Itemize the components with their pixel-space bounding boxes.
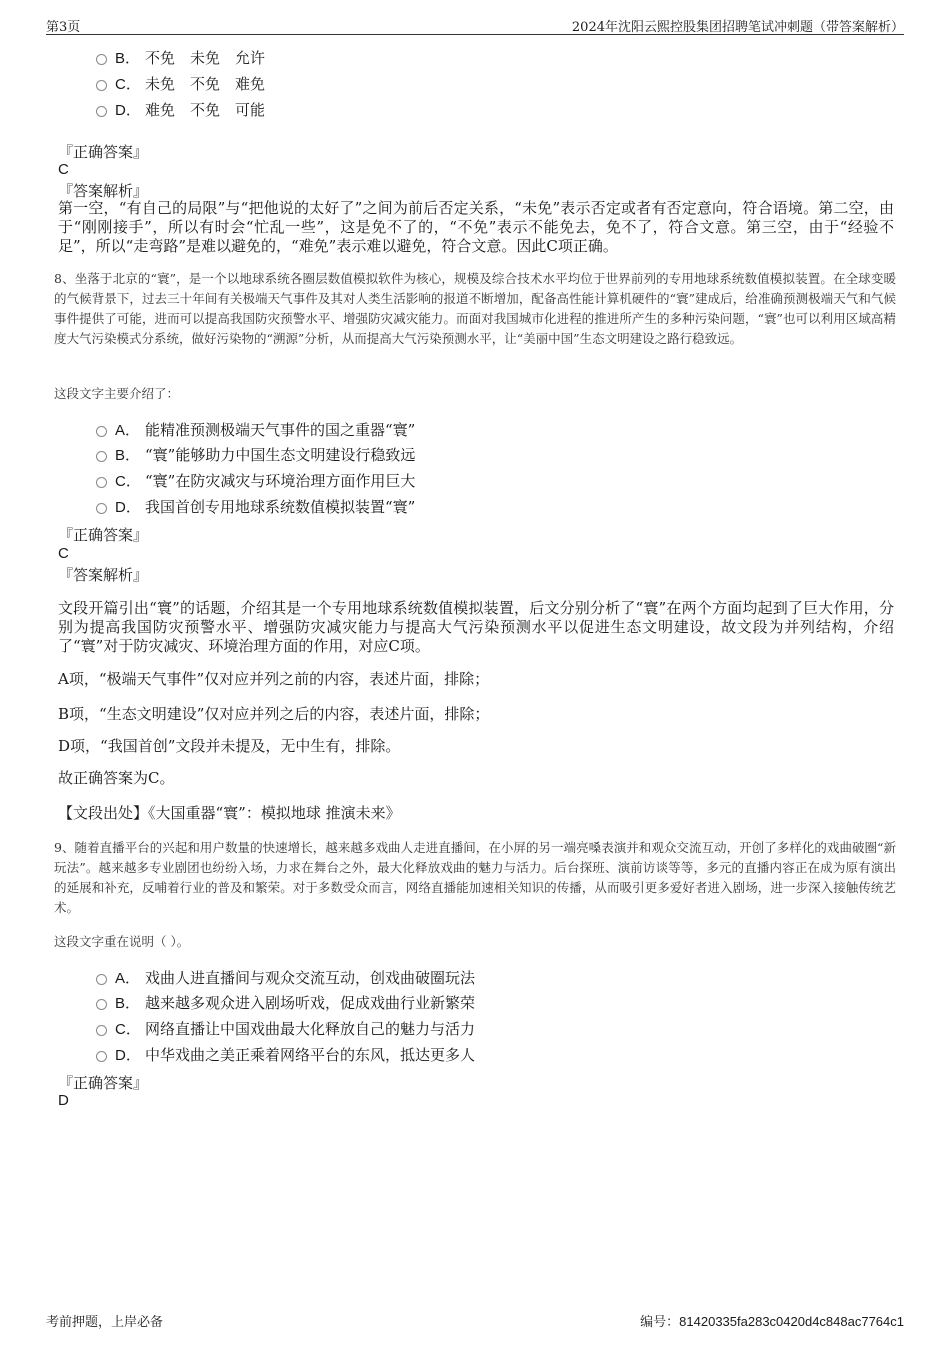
q8-analysis-para: D项，“我国首创”文段并未提及，无中生有，排除。 (58, 737, 401, 755)
q9-option-d[interactable]: D． 中华戏曲之美正乘着网络平台的东风，抵达更多人 (96, 1043, 475, 1067)
q9-option-c[interactable]: C． 网络直播让中国戏曲最大化释放自己的魅力与活力 (96, 1017, 475, 1041)
q7-option-b[interactable]: B． 不免 未免 允许 (96, 46, 265, 70)
radio-circle-icon[interactable] (96, 80, 107, 91)
q9-answer: D (58, 1092, 69, 1109)
q8-answer: C (58, 545, 69, 562)
q8-option-b[interactable]: B． “寰”能够助力中国生态文明建设行稳致远 (96, 443, 415, 467)
radio-circle-icon[interactable] (96, 451, 107, 462)
q7-option-c[interactable]: C． 未免 不免 难免 (96, 72, 265, 96)
q9-answer-label: 『正确答案』 (58, 1074, 149, 1092)
q7-analysis: 第一空，“有自己的局限”与“把他说的太好了”之间为前后否定关系，“未免”表示否定或者有否定意向，符合语境。第二空，由于“刚刚接手”，所以有时会“忙乱一些”，这是免不了的，“不免”表示不能免去，免不了，符合文意。第三空，由于“经验不足”，所以“走弯路”是难以避免的，“难免”表示难以避免，符合文意。因此C项正确。 (58, 199, 894, 255)
q8-analysis-label: 『答案解析』 (58, 566, 149, 584)
q7-analysis-label: 『答案解析』 (58, 182, 149, 200)
q9-text: 9、随着直播平台的兴起和用户数量的快速增长，越来越多戏曲人走进直播间，在小屏的另一端亮嗓表演并和观众交流互动，开创了多样化的戏曲破圈“新玩法”。越来越多专业剧团也纷纷入场，力求在舞台之外，最大化释放戏曲的魅力与活力。后台探班、演前访谈等等，多元的直播内容正在成为原有演出的延展和补充，反哺着行业的普及和繁荣。对于多数受众而言，网络直播能加速相关知识的传播，从而吸引更多爱好者进入剧场，进一步深入接触传统艺术。 (54, 840, 896, 915)
q9-option-b[interactable]: B． 越来越多观众进入剧场听戏，促成戏曲行业新繁荣 (96, 991, 475, 1015)
radio-circle-icon[interactable] (96, 106, 107, 117)
q8-answer-label: 『正确答案』 (58, 526, 149, 544)
radio-circle-icon[interactable] (96, 999, 107, 1010)
q8-prompt: 这段文字主要介绍了： (54, 386, 180, 401)
document-id: 编号：81420335fa283c0420d4c848ac7764c1 (640, 1314, 904, 1330)
radio-circle-icon[interactable] (96, 426, 107, 437)
q8-option-c[interactable]: C． “寰”在防灾减灾与环境治理方面作用巨大 (96, 469, 415, 493)
q8-source: 【文段出处】《大国重器“寰”：模拟地球 推演未来》 (58, 804, 401, 822)
q9-option-a[interactable]: A． 戏曲人进直播间与观众交流互动，创戏曲破圈玩法 (96, 966, 475, 990)
page-header (46, 14, 904, 35)
radio-circle-icon[interactable] (96, 1025, 107, 1036)
q8-analysis-para: 故正确答案为C。 (58, 769, 175, 787)
radio-circle-icon[interactable] (96, 54, 107, 65)
q8-option-a[interactable]: A． 能精准预测极端天气事件的国之重器“寰” (96, 418, 415, 442)
q7-option-d[interactable]: D． 难免 不免 可能 (96, 98, 265, 122)
q7-answer-label: 『正确答案』 (58, 143, 149, 161)
q8-option-d[interactable]: D． 我国首创专用地球系统数值模拟装置“寰” (96, 495, 415, 519)
document-title: 2024年沈阳云熙控股集团招聘笔试冲刺题（带答案解析） (571, 20, 904, 35)
radio-circle-icon[interactable] (96, 1051, 107, 1062)
radio-circle-icon[interactable] (96, 503, 107, 514)
page-number: 第3页 (46, 20, 81, 35)
q8-analysis-para: B项，“生态文明建设”仅对应并列之后的内容，表述片面，排除； (58, 705, 490, 723)
footer-slogan: 考前押题，上岸必备 (46, 1315, 164, 1330)
page-footer (46, 1311, 904, 1331)
q8-text: 8、坐落于北京的“寰”，是一个以地球系统各圈层数值模拟软件为核心，规模及综合技术水平均位于世界前列的专用地球系统数值模拟装置。在全球变暖的气候背景下，过去三十年间有关极端天气事件及其对人类生活影响的报道不断增加，配备高性能计算机硬件的“寰”建成后，给准确预测极端天气和气候事件提供了可能，进而可以提高我国防灾预警水平、增强防灾减灾能力。而面对我国城市化进程的推进所产生的多种污染问题，“寰”也可以利用区域高精度大气污染模式分系统，做好污染物的“溯源”分析，从而提高大气污染预测水平，让“美丽中国”生态文明建设之路行稳致远。 (54, 271, 896, 346)
q9-prompt: 这段文字重在说明（ ）。 (54, 934, 190, 949)
q7-answer: C (58, 161, 69, 178)
radio-circle-icon[interactable] (96, 974, 107, 985)
q8-analysis-para: A项，“极端天气事件”仅对应并列之前的内容，表述片面，排除； (58, 670, 490, 688)
q8-analysis-para: 文段开篇引出“寰”的话题，介绍其是一个专用地球系统数值模拟装置，后文分别分析了“寰”在两个方面均起到了巨大作用，分别为提高我国防灾预警水平、增强防灾减灾能力与提高大气污染预测水平以促进生态文明建设，故文段为并列结构，介绍了“寰”对于防灾减灾、环境治理方面的作用，对应C项。 (58, 599, 894, 655)
radio-circle-icon[interactable] (96, 477, 107, 488)
